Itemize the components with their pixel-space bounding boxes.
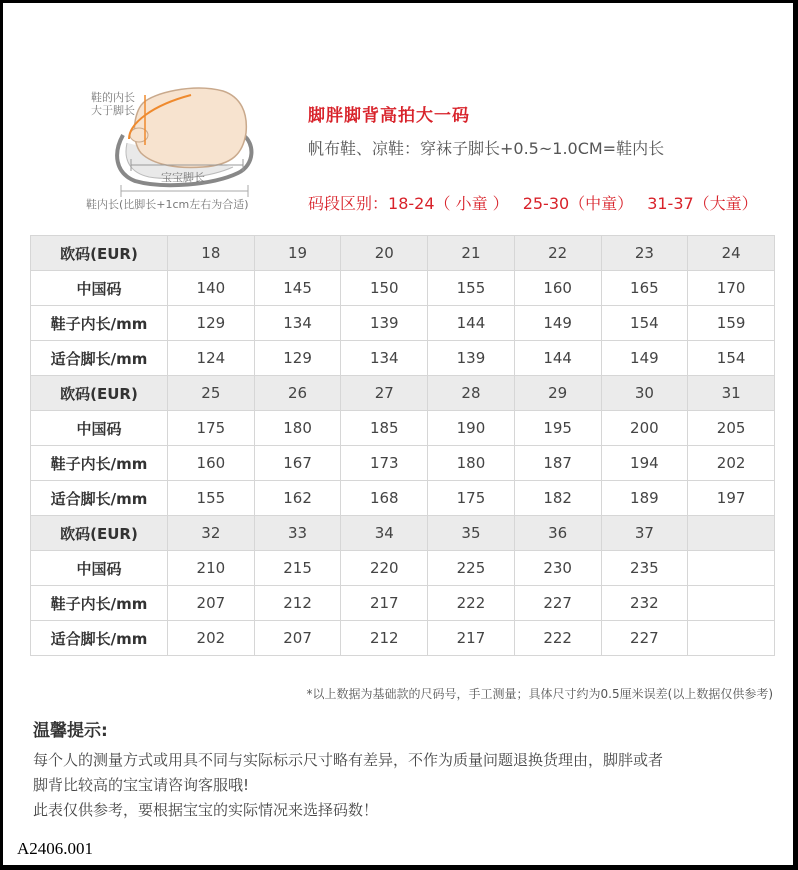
- size-cell: 217: [428, 621, 515, 656]
- size-cell: 36: [514, 516, 601, 551]
- size-cell: 24: [688, 236, 775, 271]
- size-cell: 230: [514, 551, 601, 586]
- size-cell: 215: [254, 551, 341, 586]
- size-cell: 197: [688, 481, 775, 516]
- size-row-inner: [31, 446, 775, 481]
- size-cell: 222: [428, 586, 515, 621]
- row-label-foot: 适合脚长/mm: [31, 341, 168, 376]
- size-cell: 207: [254, 621, 341, 656]
- size-cell: 222: [514, 621, 601, 656]
- row-label-inner: 鞋子内长/mm: [31, 446, 168, 481]
- size-cell: 149: [514, 306, 601, 341]
- size-cell: 159: [688, 306, 775, 341]
- size-cell: 187: [514, 446, 601, 481]
- size-cell: 162: [254, 481, 341, 516]
- row-label-china: 中国码: [31, 411, 168, 446]
- size-cell: 202: [688, 446, 775, 481]
- size-row-inner: [31, 306, 775, 341]
- size-cell: 154: [601, 306, 688, 341]
- size-cell: 31: [688, 376, 775, 411]
- size-cell: 205: [688, 411, 775, 446]
- size-row-eur: [31, 236, 775, 271]
- size-cell: 134: [341, 341, 428, 376]
- size-cell: 200: [601, 411, 688, 446]
- size-cell: 140: [168, 271, 255, 306]
- size-cell: [688, 586, 775, 621]
- range-big: 31-37（大童）: [647, 194, 758, 213]
- size-cell: 165: [601, 271, 688, 306]
- size-cell: 189: [601, 481, 688, 516]
- diagram-label-baby-foot-length: 宝宝脚长: [161, 171, 205, 184]
- tips-line: 每个人的测量方式或用具不同与实际标示尺寸略有差异，不作为质量问题退换货理由，脚胖或者: [33, 751, 664, 769]
- size-row-eur: [31, 516, 775, 551]
- size-cell: 145: [254, 271, 341, 306]
- diagram-label-inner-length: 鞋的内长: [91, 91, 135, 104]
- size-cell: 180: [254, 411, 341, 446]
- size-cell: 20: [341, 236, 428, 271]
- size-cell: 175: [168, 411, 255, 446]
- size-cell: 30: [601, 376, 688, 411]
- size-cell: 150: [341, 271, 428, 306]
- headline: 脚胖脚背高拍大一码: [308, 106, 470, 126]
- product-code: A2406.001: [17, 839, 94, 858]
- tips-line: 脚背比较高的宝宝请咨询客服哦!: [33, 776, 250, 794]
- size-cell: 194: [601, 446, 688, 481]
- size-row-china: [31, 551, 775, 586]
- range-small: 18-24（ 小童 ）: [388, 194, 509, 213]
- size-cell: 18: [168, 236, 255, 271]
- size-cell: 28: [428, 376, 515, 411]
- row-label-inner: 鞋子内长/mm: [31, 586, 168, 621]
- size-cell: 19: [254, 236, 341, 271]
- row-label-inner: 鞋子内长/mm: [31, 306, 168, 341]
- size-row-china: [31, 411, 775, 446]
- size-cell: 180: [428, 446, 515, 481]
- size-cell: 160: [168, 446, 255, 481]
- diagram-caption: 鞋内长(比脚长+1cm左右为合适): [86, 198, 249, 211]
- size-cell: 144: [428, 306, 515, 341]
- size-cell: 129: [254, 341, 341, 376]
- size-cell: 129: [168, 306, 255, 341]
- size-cell: 170: [688, 271, 775, 306]
- size-cell: 212: [254, 586, 341, 621]
- tips-line: 此表仅供参考，要根据宝宝的实际情况来选择码数！: [33, 801, 379, 819]
- row-label-eur: 欧码(EUR): [31, 516, 168, 551]
- size-cell: 175: [428, 481, 515, 516]
- size-chart-page: [3, 3, 793, 865]
- size-cell: 124: [168, 341, 255, 376]
- size-cell: 154: [688, 341, 775, 376]
- size-cell: 217: [341, 586, 428, 621]
- row-label-foot: 适合脚长/mm: [31, 621, 168, 656]
- size-cell: [688, 516, 775, 551]
- row-label-foot: 适合脚长/mm: [31, 481, 168, 516]
- range-mid: 25-30（中童）: [522, 194, 634, 213]
- range-prefix: 码段区别：: [308, 194, 389, 213]
- size-cell: 168: [341, 481, 428, 516]
- diagram-label-bigger-than-foot: 大于脚长: [91, 104, 135, 117]
- size-cell: 207: [168, 586, 255, 621]
- size-cell: 190: [428, 411, 515, 446]
- row-label-eur: 欧码(EUR): [31, 236, 168, 271]
- size-cell: 32: [168, 516, 255, 551]
- size-cell: 155: [428, 271, 515, 306]
- size-cell: 185: [341, 411, 428, 446]
- size-cell: 173: [341, 446, 428, 481]
- row-label-china: 中国码: [31, 271, 168, 306]
- size-row-inner: [31, 586, 775, 621]
- size-cell: 212: [341, 621, 428, 656]
- size-row-foot: [31, 621, 775, 656]
- size-range-line: [308, 191, 772, 214]
- tips-title: 温馨提示:: [33, 721, 108, 741]
- size-cell: 210: [168, 551, 255, 586]
- size-cell: 155: [168, 481, 255, 516]
- size-cell: 33: [254, 516, 341, 551]
- size-cell: 35: [428, 516, 515, 551]
- size-table: [30, 235, 775, 656]
- size-cell: 225: [428, 551, 515, 586]
- row-label-eur: 欧码(EUR): [31, 376, 168, 411]
- size-cell: 134: [254, 306, 341, 341]
- size-cell: 195: [514, 411, 601, 446]
- size-cell: 26: [254, 376, 341, 411]
- size-cell: 23: [601, 236, 688, 271]
- size-cell: 227: [514, 586, 601, 621]
- tips-body: [33, 748, 773, 823]
- size-cell: 182: [514, 481, 601, 516]
- size-cell: 149: [601, 341, 688, 376]
- size-cell: 220: [341, 551, 428, 586]
- size-cell: 22: [514, 236, 601, 271]
- size-row-foot: [31, 341, 775, 376]
- size-cell: 29: [514, 376, 601, 411]
- size-cell: [688, 551, 775, 586]
- size-cell: 25: [168, 376, 255, 411]
- size-row-china: [31, 271, 775, 306]
- size-cell: 167: [254, 446, 341, 481]
- foot-shape: [134, 88, 246, 167]
- size-cell: 139: [428, 341, 515, 376]
- size-cell: 232: [601, 586, 688, 621]
- size-row-eur: [31, 376, 775, 411]
- size-cell: 37: [601, 516, 688, 551]
- sizing-formula: 帆布鞋、凉鞋：穿袜子脚长+0.5~1.0CM=鞋内长: [308, 139, 665, 158]
- size-cell: 160: [514, 271, 601, 306]
- size-cell: 139: [341, 306, 428, 341]
- size-cell: 21: [428, 236, 515, 271]
- size-cell: 227: [601, 621, 688, 656]
- size-cell: [688, 621, 775, 656]
- size-row-foot: [31, 481, 775, 516]
- size-cell: 235: [601, 551, 688, 586]
- size-cell: 27: [341, 376, 428, 411]
- foot-measure-diagram: [83, 73, 308, 218]
- measurement-note: *以上数据为基础款的尺码号，手工测量；具体尺寸约为0.5厘米误差(以上数据仅供参考): [306, 687, 773, 701]
- size-cell: 144: [514, 341, 601, 376]
- size-cell: 34: [341, 516, 428, 551]
- size-cell: 202: [168, 621, 255, 656]
- row-label-china: 中国码: [31, 551, 168, 586]
